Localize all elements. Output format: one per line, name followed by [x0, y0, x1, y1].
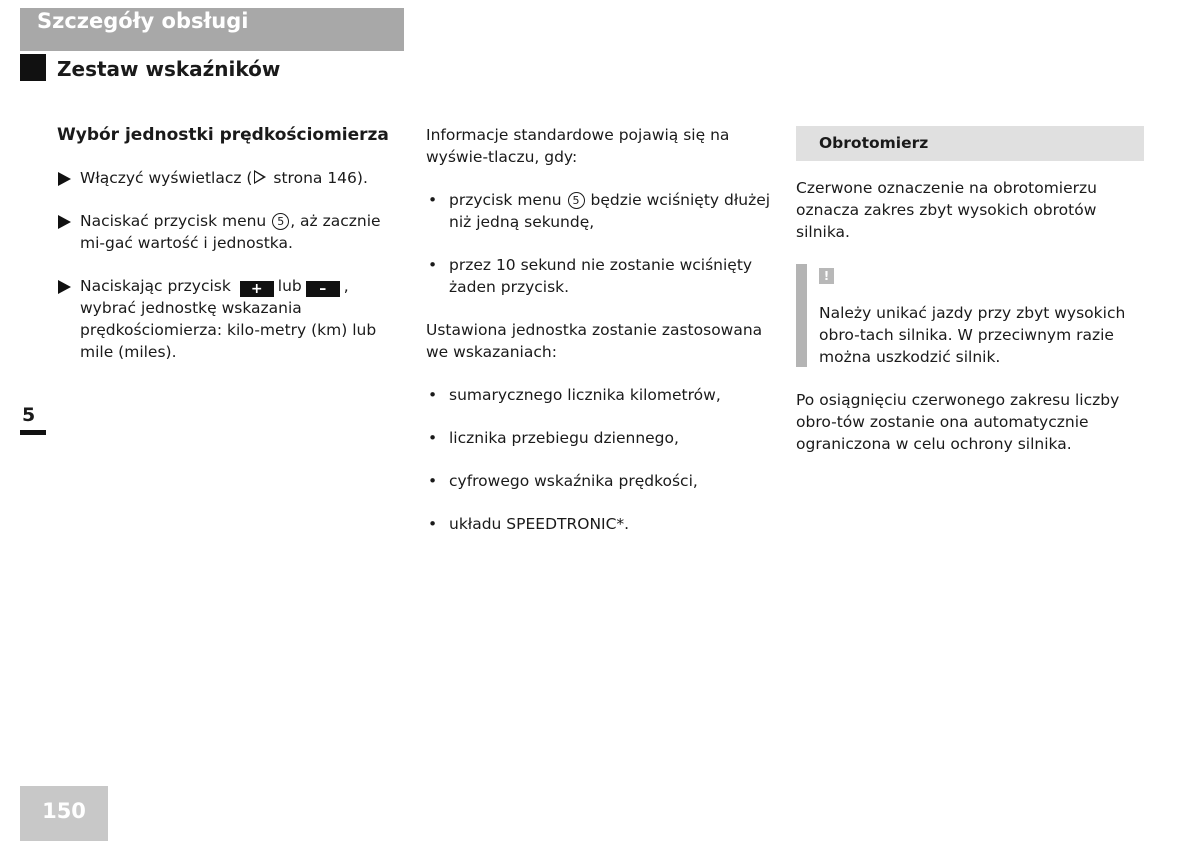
- warning-box: [796, 264, 1144, 368]
- list-item: • licznika przebiegu dziennego,: [428, 429, 679, 447]
- bullet-1-before: przycisk menu: [449, 191, 567, 209]
- list-item-text: układu SPEEDTRONIC*.: [449, 515, 630, 533]
- section-marker: [20, 54, 46, 81]
- subsection-heading: Wybór jednostki prędkościomierza: [57, 125, 389, 145]
- plus-key-icon: +: [240, 281, 274, 297]
- step-3-before: Naciskając przycisk: [80, 277, 236, 295]
- paragraph-1: Czerwone oznaczenie na obrotomierzu oznacza zakres zbyt wysokich obrotów silnika.: [796, 179, 1097, 241]
- step-1-ref: strona 146).: [273, 169, 368, 187]
- list-item: • układu SPEEDTRONIC*.: [428, 515, 630, 533]
- list-item: • przez 10 sekund nie zostanie wciśnięty żaden przycisk.: [428, 256, 753, 296]
- step-2: [57, 210, 407, 254]
- step-3-mid: lub: [277, 277, 302, 295]
- intro-paragraph-2: Ustawiona jednostka zostanie zastosowana we wskazaniach:: [426, 321, 763, 361]
- header-title: Szczegóły obsługi: [37, 9, 249, 33]
- column-middle: [426, 124, 778, 556]
- step-arrow-icon: [58, 215, 71, 229]
- bullet-2-text: przez 10 sekund nie zostanie wciśnięty żaden przycisk.: [449, 256, 753, 296]
- chapter-underline: [20, 430, 46, 435]
- step-2-after: , aż zacznie mi-gać wartość i jednostka.: [80, 212, 381, 252]
- section-title: Zestaw wskaźników: [57, 57, 281, 81]
- step-arrow-icon: [58, 172, 71, 186]
- page-number: 150: [42, 799, 86, 823]
- step-2-before: Naciskać przycisk menu: [80, 212, 272, 230]
- step-arrow-icon: [58, 280, 71, 294]
- bullet-1-after: będzie wciśnięty dłużej niż jedną sekundę,: [449, 191, 771, 231]
- list-item-text: sumarycznego licznika kilometrów,: [449, 386, 721, 404]
- step-3: [57, 275, 407, 363]
- paragraph-2: Po osiągnięciu czerwonego zakresu liczby obro-tów zostanie ona automatycznie ograniczona w celu ochrony silnika.: [796, 391, 1120, 453]
- list-item-text: licznika przebiegu dziennego,: [449, 429, 679, 447]
- circled-number-icon: 5: [568, 192, 585, 209]
- page-reference-icon: [254, 170, 266, 184]
- intro-paragraph: Informacje standardowe pojawią się na wyświe-tlaczu, gdy:: [426, 126, 730, 166]
- column-right: [796, 126, 1144, 476]
- warning-text: Należy unikać jazdy przy zbyt wysokich obro-tach silnika. W przeciwnym razie można uszkodzić silnik.: [819, 304, 1126, 366]
- box-heading: Obrotomierz: [796, 126, 1144, 161]
- list-item: • cyfrowego wskaźnika prędkości,: [428, 472, 698, 490]
- warning-icon: !: [819, 268, 834, 284]
- circled-number-icon: 5: [272, 213, 289, 230]
- warning-bar: [796, 264, 807, 367]
- page-number-box: [20, 786, 108, 841]
- step-3-after: , wybrać jednostkę wskazania prędkościomierza: kilo-metry (km) lub mile (miles).: [80, 277, 377, 361]
- minus-key-icon: –: [306, 281, 340, 297]
- step-1-text: Włączyć wyświetlacz (: [80, 169, 253, 187]
- column-left: [57, 124, 407, 384]
- chapter-number: 5: [22, 404, 36, 426]
- list-item: • przycisk menu 5 będzie wciśnięty dłużej niż jedną sekundę,: [428, 191, 771, 231]
- list-item-text: cyfrowego wskaźnika prędkości,: [449, 472, 698, 490]
- step-1: [57, 167, 407, 189]
- list-item: • sumarycznego licznika kilometrów,: [428, 386, 721, 404]
